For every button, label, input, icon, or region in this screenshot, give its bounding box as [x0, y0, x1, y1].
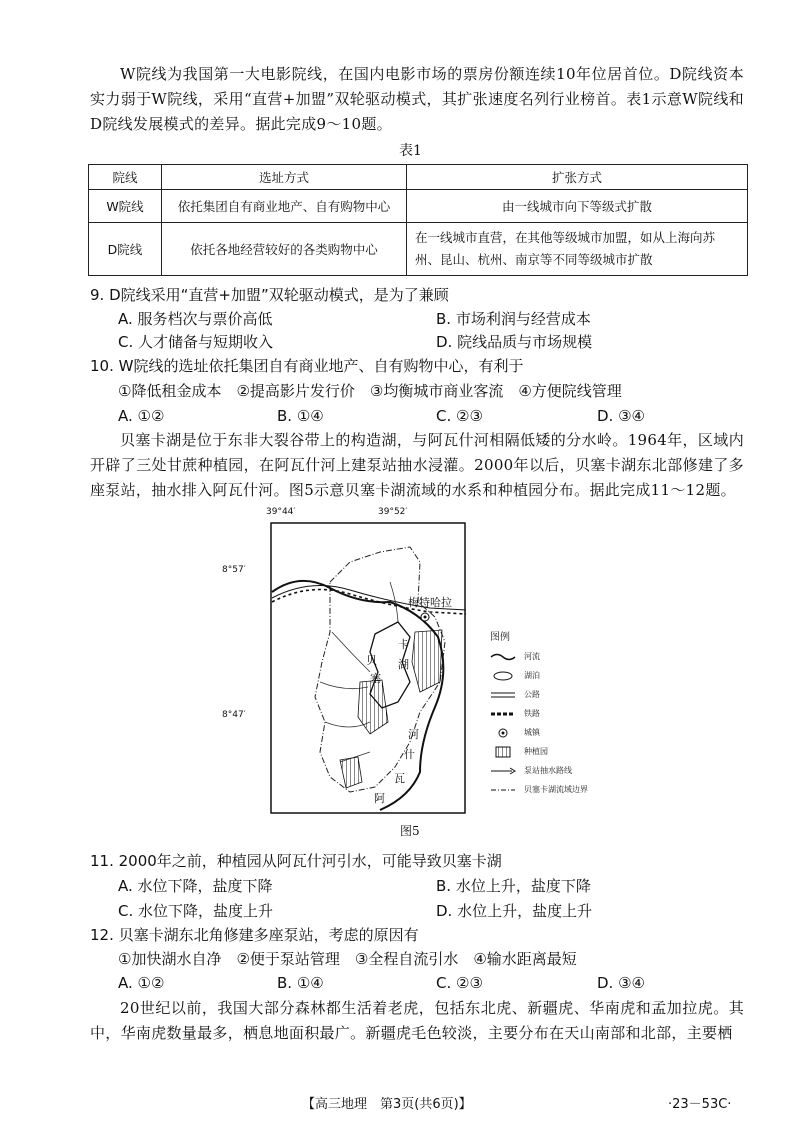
table-header: 院线 [89, 165, 162, 190]
table-header-row [89, 165, 748, 190]
q11-option-d[interactable]: D. 水位上升，盐度上升 [436, 902, 593, 920]
river-char: 瓦 [394, 772, 405, 785]
map-svg [270, 522, 466, 814]
legend-item [490, 723, 640, 742]
q10-option-d[interactable]: D. ③④ [597, 407, 645, 425]
passage-cinema: W院线为我国第一大电影院线，在国内电影市场的票房份额连续10年位居首位。D院线资本实力弱于W院线，采用“直营+加盟”双轮驱动模式，其扩张速度名列行业榜首。表1示意W院线和D院线发展模式的差异。据此完成9～10题。 [90, 65, 744, 133]
q9-option-c[interactable]: C. 人才储备与短期收入 [118, 333, 274, 351]
legend-label: 铁路 [524, 709, 540, 718]
q12-option-c[interactable]: C. ②③ [436, 974, 483, 992]
q12-option-b[interactable]: B. ①④ [277, 974, 324, 992]
river-char: 什 [404, 748, 415, 761]
q9-option-a[interactable]: A. 服务档次与票价高低 [118, 310, 273, 328]
table-1 [88, 164, 748, 276]
legend-title: 图例 [490, 632, 510, 643]
q12-statements: ①加快湖水自净 ②便于泵站管理 ③全程自流引水 ④输水距离最短 [118, 950, 577, 968]
lake-icon [490, 670, 516, 682]
table-row [89, 223, 748, 276]
q12-option-d[interactable]: D. ③④ [597, 974, 645, 992]
table-cell: 在一线城市直营，在其他等级城市加盟，如从上海向苏州、昆山、杭州、南京等不同等级城市扩散 [407, 223, 748, 276]
q10-option-b[interactable]: B. ①④ [277, 407, 324, 425]
legend-item [490, 742, 640, 761]
lake-char: 塞 [370, 672, 381, 685]
legend-label: 公路 [524, 690, 540, 699]
question-12-stem: 12. 贝塞卡湖东北角修建多座泵站，考虑的原因有 [90, 926, 419, 944]
legend-item [490, 704, 640, 723]
map-lon-label-2: 39°52′ [378, 507, 408, 517]
plantation-icon [490, 746, 516, 758]
legend-item [490, 647, 640, 666]
legend-label: 城镇 [524, 728, 540, 737]
page-footer-title: 【高三地理 第3页(共6页)】 [302, 1097, 472, 1112]
q11-option-a[interactable]: A. 水位下降，盐度下降 [118, 877, 273, 895]
legend-label: 泵站抽水路线 [524, 766, 572, 775]
town-marker-dot [424, 616, 427, 619]
table-cell: W院线 [89, 190, 162, 223]
q10-option-a[interactable]: A. ①② [118, 407, 165, 425]
q10-option-c[interactable]: C. ②③ [436, 407, 483, 425]
town-icon [490, 727, 516, 739]
table-header: 扩张方式 [407, 165, 748, 190]
map-figure-5 [270, 522, 466, 814]
map-legend [490, 626, 640, 799]
map-lat-label-2: 8°47′ [222, 710, 246, 720]
legend-item [490, 666, 640, 685]
question-11-stem: 11. 2000年之前，种植园从阿瓦什河引水，可能导致贝塞卡湖 [90, 852, 502, 870]
legend-item [490, 685, 640, 704]
lake-char: 卡 [398, 638, 409, 651]
table-cell: 依托各地经营较好的各类购物中心 [162, 223, 407, 276]
legend-label: 湖泊 [524, 671, 540, 680]
table-cell: 依托集团自有商业地产、自有购物中心 [162, 190, 407, 223]
q11-option-c[interactable]: C. 水位下降，盐度上升 [118, 902, 274, 920]
legend-label: 贝塞卡湖流域边界 [524, 785, 588, 794]
q9-option-d[interactable]: D. 院线品质与市场规模 [436, 333, 593, 351]
river-char: 阿 [374, 792, 385, 805]
map-lat-label-1: 8°57′ [222, 565, 246, 575]
table-header: 选址方式 [162, 165, 407, 190]
railway-icon [490, 708, 516, 720]
passage-tiger: 20世纪以前，我国大部分森林都生活着老虎，包括东北虎、新疆虎、华南虎和孟加拉虎。其中，华南虎数量最多，栖息地面积最广。新疆虎毛色较淡，主要分布在天山南部和北部，主要栖 [90, 999, 744, 1042]
table-caption: 表1 [399, 143, 422, 159]
legend-item [490, 761, 640, 780]
table-cell: 由一线城市向下等级式扩散 [407, 190, 748, 223]
town-label: 梅特哈拉 [408, 596, 452, 609]
legend-label: 种植园 [524, 747, 548, 756]
question-9-stem: 9. D院线采用“直营+加盟”双轮驱动模式，是为了兼顾 [90, 286, 449, 304]
lake-char: 贝 [366, 654, 377, 667]
boundary-icon [490, 784, 516, 796]
legend-item [490, 780, 640, 799]
map-lon-label-1: 39°44′ [266, 507, 296, 517]
river-char: 河 [408, 728, 419, 741]
lake-char: 湖 [398, 658, 409, 671]
legend-label: 河流 [524, 652, 540, 661]
q9-option-b[interactable]: B. 市场利润与经营成本 [436, 310, 591, 328]
pump-route-icon [490, 765, 516, 777]
q12-option-a[interactable]: A. ①② [118, 974, 165, 992]
road-icon [490, 689, 516, 701]
passage-lake: 贝塞卡湖是位于东非大裂谷带上的构造湖，与阿瓦什河相隔低矮的分水岭。1964年，区域内开辟了三处甘蔗种植园，在阿瓦什河上建泵站抽水浸灌。2000年以后，贝塞卡湖东北部修建了多座泵站，抽水排入阿瓦什河。图5示意贝塞卡湖流域的水系和种植园分布。据此完成11～12题。 [90, 431, 744, 499]
river-icon [490, 651, 516, 663]
table-cell: D院线 [89, 223, 162, 276]
table-row [89, 190, 748, 223]
question-10-stem: 10. W院线的选址依托集团自有商业地产、自有购物中心，有利于 [90, 357, 524, 375]
q10-statements: ①降低租金成本 ②提高影片发行价 ③均衡城市商业客流 ④方便院线管理 [118, 382, 622, 400]
page-footer-code: ·23－53C· [668, 1097, 732, 1112]
q11-option-b[interactable]: B. 水位上升，盐度下降 [436, 877, 591, 895]
figure-caption: 图5 [400, 824, 420, 838]
